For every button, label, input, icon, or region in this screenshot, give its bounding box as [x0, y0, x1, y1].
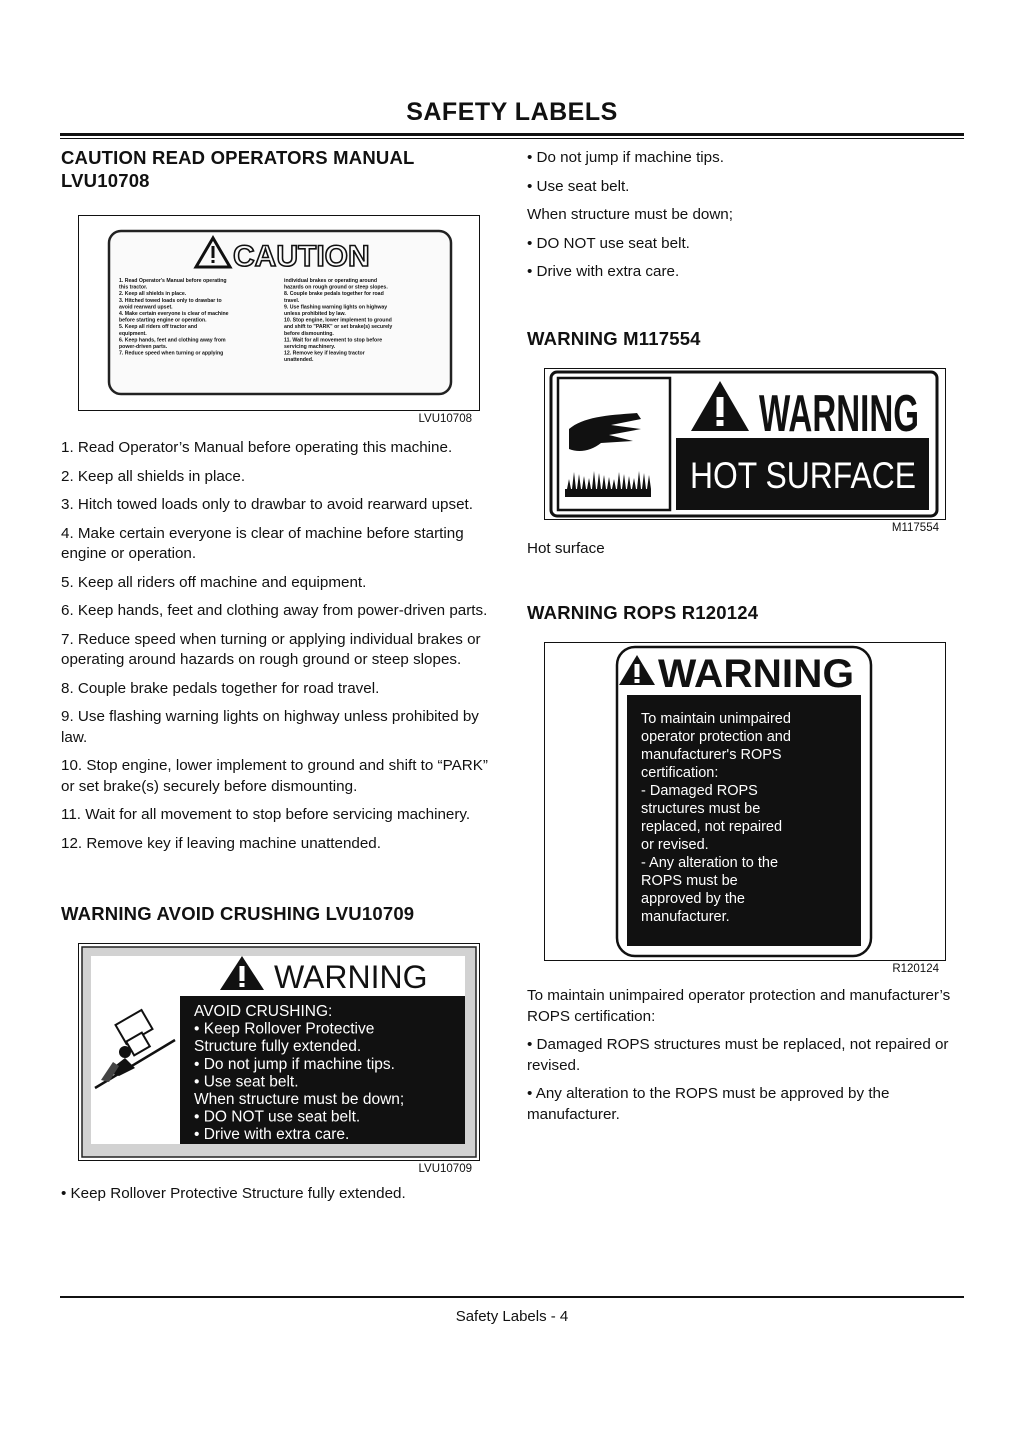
hot-surface-decal: [545, 369, 945, 519]
avoid-crushing-label-figure: [78, 943, 480, 1161]
label-line: 10. Stop engine, lower implement to ground and shift to "PARK" or set brake(s) securely before dismounting.: [284, 317, 393, 337]
label-line: 7. Reduce speed when turning or applying: [119, 350, 224, 357]
list-item: When structure must be down;: [527, 206, 733, 223]
caution-decal: [79, 216, 479, 410]
list-item: 7. Reduce speed when turning or applying individual brakes or operating around hazards on rough ground or steep slopes.: [61, 630, 481, 668]
list-item: • Drive with extra care.: [527, 263, 680, 280]
label-line: • Drive with extra care.: [194, 1126, 350, 1144]
caution-item-list: [61, 438, 496, 854]
label-line: replaced, not repaired: [641, 819, 783, 835]
list-item: • Any alteration to the ROPS must be approved by the manufacturer.: [527, 1085, 890, 1123]
warning-word: WARNING: [759, 384, 919, 443]
page-footer: Safety Labels - 4: [455, 1308, 569, 1325]
avoid-crushing-item-list: [61, 1184, 496, 1205]
label-line: 1. Read Operator's Manual before operating this tractor.: [119, 278, 227, 291]
list-item: 2. Keep all shields in place.: [61, 467, 246, 485]
label-line: 11. Wait for all movement to stop before servicing machinery.: [284, 337, 383, 350]
header-rule-thin: [60, 138, 964, 139]
page-title: SAFETY LABELS: [406, 98, 618, 126]
label-line: - Damaged ROPS: [641, 783, 758, 799]
label-line: manufacturer.: [641, 909, 730, 925]
list-item: 4. Make certain everyone is clear of machine before starting engine or operation.: [61, 524, 464, 562]
figure-id-m117554: M117554: [891, 521, 939, 534]
section-heading-caution: CAUTION READ OPERATORS MANUAL LVU10708: [61, 147, 415, 191]
list-item: 8. Couple brake pedals together for road travel.: [61, 679, 380, 697]
footer-rule: [60, 1296, 964, 1298]
list-item: 11. Wait for all movement to stop before servicing machinery.: [61, 806, 471, 823]
figure-id-lvu10709: LVU10709: [418, 1163, 472, 1175]
label-line: certification:: [641, 765, 719, 781]
figure-id-lvu10708: LVU10708: [418, 413, 472, 425]
list-item: • DO NOT use seat belt.: [527, 234, 690, 252]
figure-id-r120124: R120124: [892, 963, 939, 975]
list-item: • Use seat belt.: [527, 177, 630, 195]
label-line: • Keep Rollover Protective: [194, 1020, 375, 1038]
right-column: [527, 146, 964, 1133]
section-heading-avoid-crushing: WARNING AVOID CRUSHING LVU10709: [61, 903, 415, 924]
label-line: 4. Make certain everyone is clear of machine before starting engine or operation.: [119, 311, 229, 324]
avoid-crushing-decal: [79, 944, 479, 1160]
label-line: approved by the: [641, 891, 745, 907]
warning-word: WARNING: [658, 652, 854, 696]
hot-surface-text: HOT SURFACE: [690, 454, 916, 496]
label-line: 6. Keep hands, feet and clothing away from power-driven parts.: [119, 337, 226, 350]
rops-decal: [545, 643, 945, 960]
list-item: • Keep Rollover Protective Structure fully extended.: [61, 1185, 406, 1202]
label-line: 2. Keep all shields in place.: [119, 291, 187, 298]
section-heading-hot-surface: WARNING M117554: [527, 327, 701, 349]
label-line: • Do not jump if machine tips.: [194, 1055, 395, 1073]
label-line: • DO NOT use seat belt.: [194, 1108, 361, 1126]
label-line: 3. Hitched towed loads only to drawbar to avoid rearward upset.: [119, 297, 222, 311]
label-line: - Any alteration to the: [641, 855, 779, 871]
label-line: 8. Couple brake pedals together for road travel.: [284, 291, 384, 304]
rops-label-figure: [544, 642, 946, 961]
caution-label-figure: [78, 215, 480, 411]
label-line: individual brakes or operating around hazards on rough ground or steep slopes.: [284, 278, 388, 291]
label-line: 9. Use flashing warning lights on highway unless prohibited by law.: [284, 304, 388, 317]
warning-word: WARNING: [274, 959, 428, 995]
list-item: 3. Hitch towed loads only to drawbar to avoid rearward upset.: [61, 496, 473, 513]
label-line: ROPS must be: [641, 873, 738, 889]
list-item: 5. Keep all riders off machine and equipment.: [61, 573, 367, 591]
label-line: 12. Remove key if leaving tractor unattended.: [284, 350, 365, 364]
left-column: [61, 146, 496, 1213]
label-line: To maintain unimpaired: [641, 711, 791, 727]
section-heading-rops: WARNING ROPS R120124: [527, 602, 759, 623]
hot-surface-caption: Hot surface: [527, 539, 605, 557]
list-item: 12. Remove key if leaving machine unattended.: [61, 834, 381, 852]
continued-item-list: [527, 148, 964, 283]
list-item: 1. Read Operator’s Manual before operating this machine.: [61, 439, 453, 456]
list-item: 10. Stop engine, lower implement to ground and shift to “PARK” or set brake(s) securely before dismounting.: [61, 757, 488, 795]
label-line: structures must be: [641, 801, 761, 817]
hot-surface-label-figure: [544, 368, 946, 520]
label-line: When structure must be down;: [194, 1091, 405, 1108]
list-item: To maintain unimpaired operator protection and manufacturer’s ROPS certification:: [527, 987, 951, 1025]
label-line: manufacturer's ROPS: [641, 747, 782, 763]
label-line: operator protection and: [641, 729, 791, 745]
label-line: Structure fully extended.: [194, 1038, 362, 1056]
rops-item-list: [527, 986, 964, 1125]
list-item: 6. Keep hands, feet and clothing away from power-driven parts.: [61, 602, 488, 619]
header-rule: [60, 133, 964, 136]
label-line: or revised.: [641, 837, 709, 853]
list-item: • Damaged ROPS structures must be replaced, not repaired or revised.: [527, 1036, 949, 1074]
list-item: • Do not jump if machine tips.: [527, 149, 724, 166]
list-item: 9. Use flashing warning lights on highway unless prohibited by law.: [61, 708, 479, 746]
caution-word: CAUTION: [233, 240, 370, 273]
label-line: AVOID CRUSHING:: [194, 1003, 333, 1020]
label-line: 5. Keep all riders off tractor and equipment.: [119, 324, 198, 337]
label-line: • Use seat belt.: [194, 1073, 299, 1091]
